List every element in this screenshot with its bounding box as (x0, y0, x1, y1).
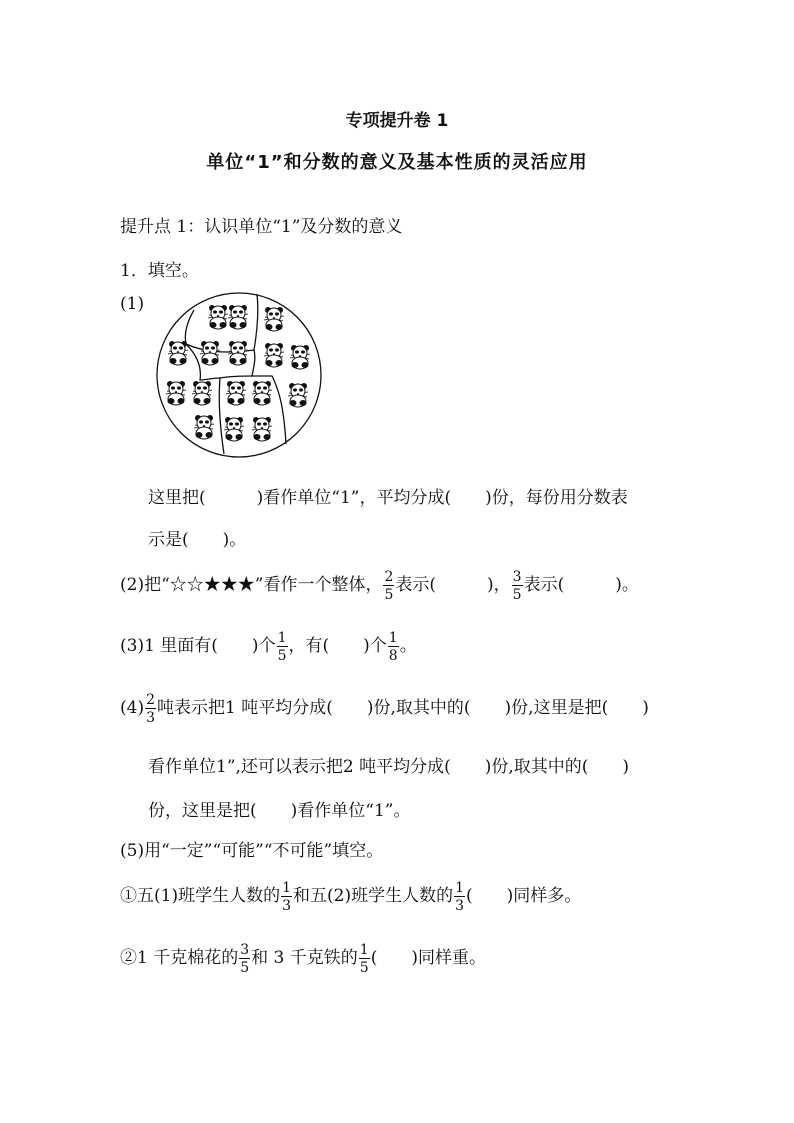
sub-question-2 (120, 938, 486, 978)
part-2-text-c: 表示( )。 (523, 575, 639, 595)
sub-2-text-b: 和 3 千克铁的 (251, 948, 358, 968)
fraction: $\frac{1}{5}$ (359, 941, 369, 976)
part-4-line-1 (120, 688, 649, 728)
sub-1-text-c: ( )同样多。 (466, 886, 582, 906)
part-4-label: (4) (120, 698, 145, 718)
part-4-line-2: 看作单位1”,还可以表示把2 吨平均分成( )份,取其中的( ) (148, 757, 630, 777)
part-4-line-3: 份，这里是把( )看作单位“1”。 (148, 801, 411, 821)
sub-2-text-a: ②1 千克棉花的 (120, 948, 239, 968)
part-1-line-1: 这里把( )看作单位“1”，平均分成( )份，每份用分数表 (148, 488, 628, 508)
fraction: $\frac{1}{3}$ (282, 879, 292, 914)
part-1-label: (1) (120, 294, 145, 314)
fraction: $\frac{2}{3}$ (146, 691, 156, 726)
fraction: $\frac{1}{5}$ (277, 629, 287, 664)
sub-question-1 (120, 876, 581, 916)
part-4-text: 吨表示把1 吨平均分成( )份,取其中的( )份,这里是把( ) (157, 698, 649, 718)
fraction: $\frac{2}{5}$ (384, 568, 394, 603)
fraction: $\frac{1}{3}$ (455, 879, 465, 914)
part-3-text-a: (3)1 里面有( )个 (120, 636, 276, 656)
part-2-text-a: (2)把“☆☆★★★”看作一个整体， (120, 575, 383, 595)
page-title: 专项提升卷 1 (345, 111, 449, 131)
section-heading: 提升点 1：认识单位“1”及分数的意义 (120, 217, 403, 237)
fraction: $\frac{3}{5}$ (240, 941, 250, 976)
part-3-text-c: 。 (399, 636, 417, 656)
part-2-text-b: 表示( )， (395, 575, 511, 595)
part-1-line-2: 示是( )。 (148, 530, 247, 550)
sub-2-text-c: ( )同样重。 (370, 948, 486, 968)
part-3-text-b: ，有( )个 (288, 636, 387, 656)
fraction: $\frac{1}{8}$ (388, 629, 398, 664)
part-3 (120, 626, 417, 666)
page-subtitle: 单位“1”和分数的意义及基本性质的灵活应用 (206, 152, 588, 173)
part-2 (120, 565, 639, 605)
panda-circle-picture (154, 292, 324, 458)
fraction: $\frac{3}{5}$ (512, 568, 522, 603)
part-5: (5)用“一定”“可能”“不可能”填空。 (120, 841, 384, 861)
question-1: 1．填空。 (120, 261, 199, 281)
sub-1-text-b: 和五(2)班学生人数的 (293, 886, 454, 906)
sub-1-text-a: ①五(1)班学生人数的 (120, 886, 281, 906)
